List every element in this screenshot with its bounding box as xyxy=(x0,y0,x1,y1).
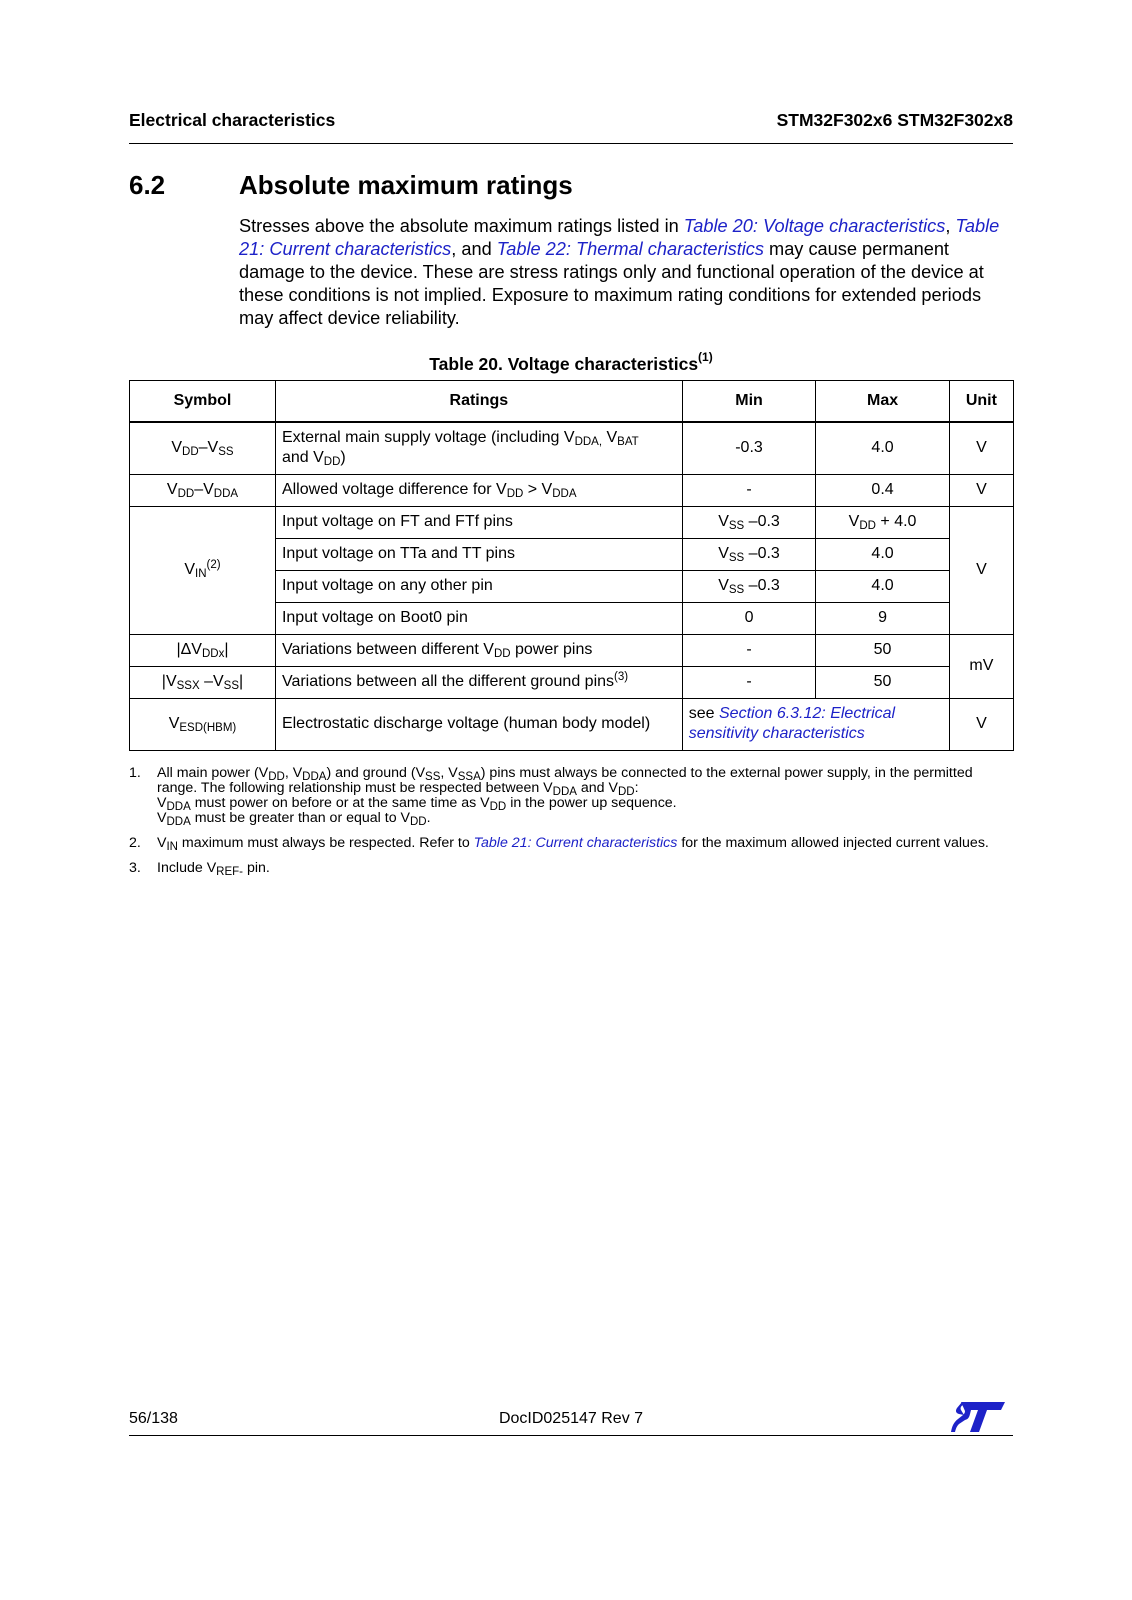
min-cell: $V_{SS}$ –0.3 xyxy=(682,506,816,538)
max-cell: 4.0 xyxy=(816,538,950,570)
header-symbol: Symbol xyxy=(130,381,276,423)
min-cell: - xyxy=(682,666,816,698)
table-caption-footnote: (1) xyxy=(698,350,713,364)
link-section-6-3-12[interactable]: Section 6.3.12: Electrical sensitivity characteristics xyxy=(688,705,896,742)
symbol-cell: $V_{DD}-V_{SS}$ xyxy=(130,422,276,474)
symbol-cell: $|V_{SSX}$ $-V_{SS}|$ xyxy=(130,666,276,698)
min-cell: $V_{SS}$ –0.3 xyxy=(682,570,816,602)
intro-text: , and xyxy=(451,239,497,259)
table-row xyxy=(130,422,1014,474)
link-table-22[interactable]: Table 22: Thermal characteristics xyxy=(496,239,764,259)
header-part-numbers: STM32F302x6 STM32F302x8 xyxy=(776,110,1013,130)
unit-cell: V xyxy=(949,698,1013,750)
table-row xyxy=(130,506,1014,538)
footnote-2: 2. $V_{IN}$ maximum must always be respected. Refer to Table 21: Current characteristics for the maximum allowed injected current values. xyxy=(129,835,989,853)
table-caption xyxy=(129,352,1013,375)
rating-cell: Input voltage on FT and FTf pins xyxy=(275,506,682,538)
table-caption-text: Table 20. Voltage characteristics xyxy=(429,353,699,374)
header-max: Max xyxy=(816,381,950,423)
rating-cell: Electrostatic discharge voltage (human body model) xyxy=(275,698,682,750)
section-number: 6.2 xyxy=(129,170,166,200)
symbol-cell: $V_{DD}-V_{DDA}$ xyxy=(130,474,276,506)
table-footnotes xyxy=(129,766,1009,886)
table-row xyxy=(130,698,1014,750)
symbol-cell: $V_{ESD(HBM)}$ xyxy=(130,698,276,750)
min-cell: 0 xyxy=(682,602,816,634)
max-cell: 50 xyxy=(816,666,950,698)
header-min: Min xyxy=(682,381,816,423)
max-cell: $V_{DD} + 4.0$ xyxy=(816,506,950,538)
section-title: Absolute maximum ratings xyxy=(239,170,573,200)
rating-cell: Input voltage on any other pin xyxy=(275,570,682,602)
link-table-20[interactable]: Table 20: Voltage characteristics xyxy=(683,216,946,236)
min-cell: -0.3 xyxy=(682,422,816,474)
min-cell: - xyxy=(682,634,816,666)
rating-cell: External main supply voltage (including $V_{DDA,}$ $V_{BAT}$ and $V_{DD}$) xyxy=(275,422,682,474)
rating-cell: Input voltage on TTa and TT pins xyxy=(275,538,682,570)
page-header xyxy=(129,110,1013,144)
intro-text: , xyxy=(945,216,956,236)
intro-text: may cause permanent damage to the device. These are stress ratings only and functional operation of the device at these conditions is not implied. Exposure to maximum rating conditions for extended periods may affect device reliability. xyxy=(239,239,984,328)
rating-cell: Variations between all the different ground pins$^{(3)}$ xyxy=(275,666,682,698)
rating-cell: Allowed voltage difference for $V_{DD} > V_{DDA}$ xyxy=(275,474,682,506)
unit-cell: V xyxy=(949,506,1013,634)
unit-cell: V xyxy=(949,422,1013,474)
table-header-row xyxy=(130,381,1014,423)
voltage-characteristics-table xyxy=(129,380,1014,751)
intro-paragraph xyxy=(239,215,1019,330)
rating-cell: Variations between different $V_{DD}$ power pins xyxy=(275,634,682,666)
unit-cell: mV xyxy=(949,634,1013,698)
intro-text: Stresses above the absolute maximum ratings listed in xyxy=(239,216,684,236)
rating-cell: Input voltage on Boot0 pin xyxy=(275,602,682,634)
link-table-21[interactable]: Table 21: Current characteristics xyxy=(239,216,1000,259)
table-row xyxy=(130,666,1014,698)
min-cell: $V_{SS}$ –0.3 xyxy=(682,538,816,570)
max-cell: 4.0 xyxy=(816,422,950,474)
table-row xyxy=(130,474,1014,506)
max-cell: 4.0 xyxy=(816,570,950,602)
min-cell: - xyxy=(682,474,816,506)
link-table-21-footnote[interactable]: Table 21: Current characteristics xyxy=(473,835,678,851)
header-ratings: Ratings xyxy=(275,381,682,423)
max-cell: 50 xyxy=(816,634,950,666)
footnote-3: 3. Include $V_{REF-}$ pin. xyxy=(129,860,270,878)
st-logo xyxy=(951,1400,1007,1434)
symbol-cell-vin: $V_{IN}^{(2)}$ xyxy=(130,506,276,634)
page-footer xyxy=(129,1408,1013,1436)
footnote-1: 1. All main power ($V_{DD}$, $V_{DDA}$) and ground ($V_{SS}$, $V_{SSA}$) pins must always be connected to the external power supply, in the permitted range. The following relationship must be respected between $V_{DDA}$ and $V_{DD}$: $V_{DDA}$ must power on before or at the same time as $V_{DD}$ in the power up sequence. $V_{DDA}$ must be greater than or equal to $V_{DD}$. xyxy=(129,765,973,828)
min-max-cell: see Section 6.3.12: Electrical sensitivity characteristics xyxy=(682,698,949,750)
unit-cell: V xyxy=(949,474,1013,506)
doc-id: DocID025147 Rev 7 xyxy=(498,1410,644,1427)
max-cell: 0.4 xyxy=(816,474,950,506)
max-cell: 9 xyxy=(816,602,950,634)
symbol-cell: $|\Delta V_{DDx}|$ xyxy=(130,634,276,666)
page-number: 56/138 xyxy=(129,1410,178,1427)
header-section-title: Electrical characteristics xyxy=(129,110,336,130)
table-row xyxy=(130,634,1014,666)
header-unit: Unit xyxy=(949,381,1013,423)
